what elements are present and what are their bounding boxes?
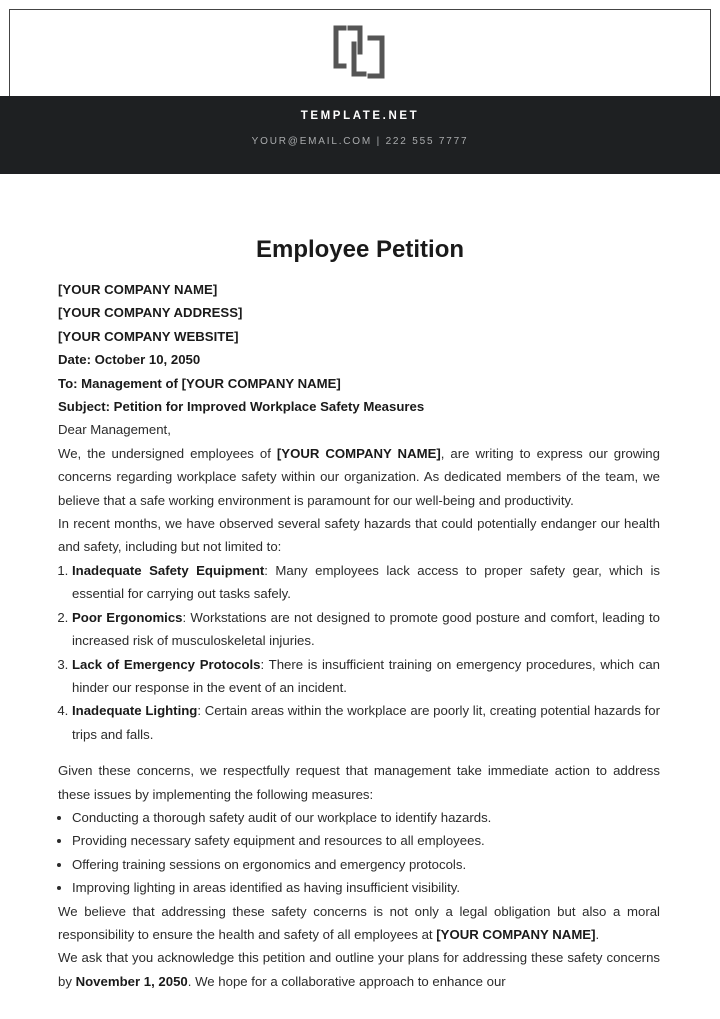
brand-name: TEMPLATE.NET bbox=[300, 110, 420, 122]
hazard-title: Lack of Emergency Protocols bbox=[72, 656, 261, 672]
hazard-title: Inadequate Lighting bbox=[72, 703, 198, 719]
list-item bbox=[72, 606, 660, 653]
hazard-text: : Many employees lack access to proper safety gear, which is essential for carrying out tasks safely. bbox=[72, 562, 660, 602]
hazard-text: : There is insufficient training on emergency procedures, which can hinder our response in the event of an incident. bbox=[72, 656, 661, 695]
template-logo-icon bbox=[330, 22, 394, 82]
list-item bbox=[72, 699, 660, 746]
document-title: Employee Petition bbox=[255, 236, 465, 263]
paragraph-obligation bbox=[58, 900, 660, 947]
paragraph-acknowledge bbox=[58, 946, 660, 993]
to-line: To: Management of [YOUR COMPANY NAME] bbox=[58, 375, 341, 391]
paragraph-intro bbox=[58, 442, 660, 512]
company-placeholder: [YOUR COMPANY NAME] bbox=[276, 445, 441, 461]
list-item: • Improving lighting in areas identified as having insufficient visibility. bbox=[72, 876, 660, 899]
company-name: [YOUR COMPANY NAME] bbox=[58, 282, 218, 297]
paragraph-text: . bbox=[595, 926, 600, 942]
hazard-title: Poor Ergonomics bbox=[72, 609, 183, 625]
paragraph-text: . We hope for a collaborative approach to enhance our bbox=[187, 973, 506, 989]
list-item: • Providing necessary safety equipment and resources to all employees. bbox=[72, 829, 660, 852]
paragraph-request: Given these concerns, we respectfully request that management take immediate action to address these issues by implementing the following measures: bbox=[58, 763, 660, 802]
paragraph-text: We believe that addressing these safety concerns is not only a legal obligation but also a moral responsibility to ensure the health and safety of all employees at bbox=[58, 903, 660, 942]
company-website: [YOUR COMPANY WEBSITE] bbox=[58, 328, 239, 344]
company-address: [YOUR COMPANY ADDRESS] bbox=[58, 305, 243, 321]
document-header bbox=[0, 0, 720, 174]
subject-line: Subject: Petition for Improved Workplace Safety Measures bbox=[58, 399, 425, 415]
hazard-title: Inadequate Safety Equipment bbox=[72, 562, 265, 578]
paragraph-text: , are writing to express our growing concerns regarding workplace safety within our organization. As dedicated members of the team, we believe that a safe working environment is paramount for our well-being and productivity. bbox=[58, 445, 660, 508]
document-body bbox=[58, 278, 660, 993]
list-item: • Offering training sessions on ergonomics and emergency protocols. bbox=[72, 853, 660, 876]
list-item bbox=[72, 559, 660, 606]
hazard-text: : Certain areas within the workplace are poorly lit, creating potential hazards for trips and falls. bbox=[72, 703, 661, 742]
paragraph-text: We ask that you acknowledge this petition and outline your plans for addressing these safety concerns by bbox=[58, 950, 660, 989]
date-line: Date: October 10, 2050 bbox=[58, 352, 201, 368]
company-placeholder: [YOUR COMPANY NAME] bbox=[436, 926, 596, 942]
hazard-text: : Workstations are not designed to promote good posture and comfort, leading to increased risk of musculoskeletal injuries. bbox=[72, 609, 661, 649]
paragraph-text: We, the undersigned employees of bbox=[58, 445, 277, 461]
measures-list bbox=[58, 806, 660, 900]
contact-info: YOUR@EMAIL.COM | 222 555 7777 bbox=[251, 136, 469, 147]
deadline-date: November 1, 2050 bbox=[75, 973, 188, 989]
list-item bbox=[72, 653, 660, 700]
header-band bbox=[0, 96, 720, 174]
spacer bbox=[58, 746, 660, 759]
list-item: • Conducting a thorough safety audit of our workplace to identify hazards. bbox=[72, 806, 660, 829]
salutation: Dear Management, bbox=[58, 422, 171, 438]
hazards-list bbox=[58, 559, 660, 746]
paragraph-hazards-intro: In recent months, we have observed several safety hazards that could potentially endanger our health and safety, including but not limited to: bbox=[58, 516, 660, 555]
